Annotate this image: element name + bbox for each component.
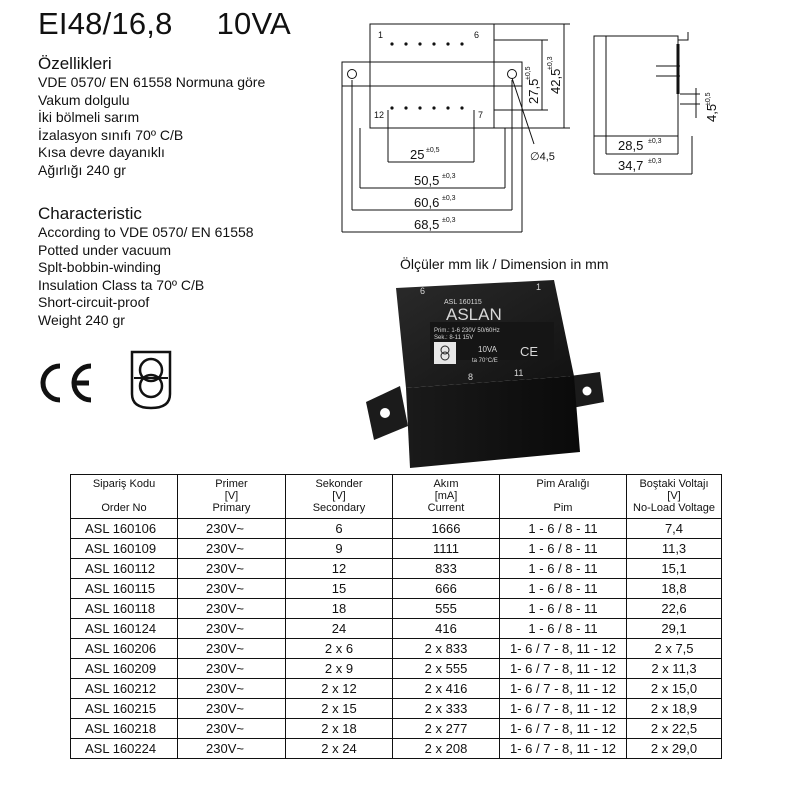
secondary-cell: 2 x 12 <box>286 679 393 699</box>
secondary-cell: 2 x 6 <box>286 639 393 659</box>
pin-cell: 1- 6 / 7 - 8, 11 - 12 <box>500 639 627 659</box>
order-no-cell: ASL 160215 <box>71 699 178 719</box>
table-row <box>71 539 722 559</box>
pin-label: 6 <box>474 30 480 40</box>
primary-cell: 230V~ <box>178 719 286 739</box>
table-row <box>71 639 722 659</box>
primary-cell: 230V~ <box>178 599 286 619</box>
model-label: ASL 160115 <box>444 299 482 306</box>
features-en <box>38 204 254 329</box>
dim-34-7: 34,7 <box>618 158 644 173</box>
mounting-flange-outline <box>342 62 522 86</box>
table-body <box>71 519 722 759</box>
current-cell: 1111 <box>393 539 500 559</box>
order-no-cell: ASL 160115 <box>71 579 178 599</box>
feature-en-item: Splt-bobbin-winding <box>38 259 161 275</box>
dimension-caption: Ölçüler mm lik / Dimension in mm <box>400 256 609 272</box>
feature-tr-item: İki bölmeli sarım <box>38 109 140 125</box>
secondary-cell: 2 x 24 <box>286 739 393 759</box>
table-row <box>71 739 722 759</box>
no-load-voltage-cell: 2 x 15,0 <box>627 679 722 699</box>
current-cell: 1666 <box>393 519 500 539</box>
column-header-line: [V] <box>667 490 681 502</box>
table-row <box>71 699 722 719</box>
prim-label: Prim.: 1-6 230V 50/60Hz <box>434 328 500 334</box>
pin-cell: 1 - 6 / 8 - 11 <box>500 599 627 619</box>
no-load-voltage-cell: 29,1 <box>627 619 722 639</box>
column-header-line: No-Load Voltage <box>633 502 715 514</box>
primary-cell: 230V~ <box>178 659 286 679</box>
no-load-voltage-cell: 2 x 7,5 <box>627 639 722 659</box>
dim-42-5-tol: ±0,3 <box>547 56 554 70</box>
current-cell: 666 <box>393 579 500 599</box>
current-cell: 416 <box>393 619 500 639</box>
table-header-row <box>71 475 722 519</box>
current-cell: 2 x 416 <box>393 679 500 699</box>
column-header <box>627 475 722 519</box>
features-tr <box>38 54 265 179</box>
column-header-line: [V] <box>332 490 346 502</box>
column-header-line: [V] <box>224 490 239 502</box>
ce-mark-icon <box>36 362 96 404</box>
current-cell: 833 <box>393 559 500 579</box>
secondary-cell: 6 <box>286 519 393 539</box>
column-header-line <box>500 490 626 502</box>
features-en-heading: Characteristic <box>38 204 142 223</box>
sek-label: Sek.: 8-11 15V <box>434 335 474 341</box>
primary-cell: 230V~ <box>178 559 286 579</box>
table-row <box>71 679 722 699</box>
dim-28-5: 28,5 <box>618 138 644 153</box>
no-load-voltage-cell: 7,4 <box>627 519 722 539</box>
pin-cell: 1- 6 / 7 - 8, 11 - 12 <box>500 699 627 719</box>
pin-cell: 1 - 6 / 8 - 11 <box>500 519 627 539</box>
order-no-cell: ASL 160212 <box>71 679 178 699</box>
feature-tr-item: Ağırlığı 240 gr <box>38 161 126 178</box>
table-row <box>71 519 722 539</box>
no-load-voltage-cell: 2 x 11,3 <box>627 659 722 679</box>
feature-en-item: Short-circuit-proof <box>38 294 150 310</box>
no-load-voltage-cell: 22,6 <box>627 599 722 619</box>
secondary-cell: 18 <box>286 599 393 619</box>
dim-60-6-tol: ±0,3 <box>442 195 456 202</box>
no-load-voltage-cell: 2 x 29,0 <box>627 739 722 759</box>
dim-27-5-tol: ±0,5 <box>525 66 532 80</box>
secondary-cell: 2 x 18 <box>286 719 393 739</box>
pin-label-tr: 1 <box>536 282 542 292</box>
secondary-cell: 2 x 9 <box>286 659 393 679</box>
no-load-voltage-cell: 2 x 22,5 <box>627 719 722 739</box>
safety-transformer-icon <box>128 348 174 412</box>
pin-cell: 1- 6 / 7 - 8, 11 - 12 <box>500 719 627 739</box>
order-no-cell: ASL 160209 <box>71 659 178 679</box>
primary-cell: 230V~ <box>178 519 286 539</box>
current-cell: 2 x 833 <box>393 639 500 659</box>
current-cell: 555 <box>393 599 500 619</box>
current-cell: 2 x 277 <box>393 719 500 739</box>
ce-label: CE <box>520 344 539 359</box>
column-header <box>286 475 393 519</box>
no-load-voltage-cell: 18,8 <box>627 579 722 599</box>
primary-cell: 230V~ <box>178 739 286 759</box>
table-row <box>71 619 722 639</box>
dim-hole: ∅4,5 <box>530 151 555 163</box>
side-view-outline <box>594 36 678 136</box>
column-header <box>71 475 178 519</box>
order-no-cell: ASL 160218 <box>71 719 178 739</box>
product-photo <box>360 276 610 472</box>
dim-50-5: 50,5 <box>414 173 440 188</box>
pin-label: 1 <box>378 30 384 40</box>
order-no-cell: ASL 160106 <box>71 519 178 539</box>
pin-cell: 1 - 6 / 8 - 11 <box>500 579 627 599</box>
feature-en-item: Insulation Class ta 70º C/B <box>38 276 205 293</box>
feature-tr-item: VDE 0570/ EN 61558 Normuna göre <box>38 74 266 90</box>
pin-label: 12 <box>374 110 385 120</box>
dim-25: 25 <box>410 147 425 162</box>
column-header-line: Sipariş Kodu <box>92 478 156 490</box>
order-no-cell: ASL 160224 <box>71 739 178 759</box>
secondary-cell: 9 <box>286 539 393 559</box>
table-row <box>71 579 722 599</box>
dimension-drawing <box>330 10 730 250</box>
current-cell: 2 x 333 <box>393 699 500 719</box>
spec-table <box>70 474 722 759</box>
order-no-cell: ASL 160124 <box>71 619 178 639</box>
table-row <box>71 659 722 679</box>
class-label: ta 70°C/E <box>472 358 498 364</box>
order-no-cell: ASL 160112 <box>71 559 178 579</box>
column-header <box>393 475 500 519</box>
column-header <box>178 475 286 519</box>
dim-28-5-tol: ±0,3 <box>648 138 662 145</box>
primary-cell: 230V~ <box>178 579 286 599</box>
secondary-cell: 24 <box>286 619 393 639</box>
feature-tr-item: Vakum dolgulu <box>38 91 130 108</box>
table-row <box>71 559 722 579</box>
order-no-cell: ASL 160206 <box>71 639 178 659</box>
dim-42-5: 42,5 <box>548 68 563 94</box>
column-header-line: Akım <box>433 478 459 490</box>
column-header <box>500 475 627 519</box>
primary-cell: 230V~ <box>178 619 286 639</box>
pin-cell: 1- 6 / 7 - 8, 11 - 12 <box>500 739 627 759</box>
page-title: EI48/16,8 10VA <box>38 6 291 41</box>
pin-label-tl: 6 <box>420 286 426 296</box>
current-cell: 2 x 208 <box>393 739 500 759</box>
column-header-line: Current <box>427 502 465 514</box>
pin-label: 7 <box>478 110 484 120</box>
column-header-line: Sekonder <box>315 478 363 490</box>
pin-cell: 1 - 6 / 8 - 11 <box>500 539 627 559</box>
power-label: 10VA <box>478 345 497 354</box>
pin-cell: 1- 6 / 7 - 8, 11 - 12 <box>500 679 627 699</box>
column-header-line: Boştaki Voltajı <box>639 478 709 490</box>
dim-27-5: 27,5 <box>526 78 541 104</box>
primary-cell: 230V~ <box>178 699 286 719</box>
no-load-voltage-cell: 15,1 <box>627 559 722 579</box>
dim-50-5-tol: ±0,3 <box>442 173 456 180</box>
secondary-cell: 15 <box>286 579 393 599</box>
column-header-line <box>71 490 177 502</box>
dim-25-tol: ±0,5 <box>426 147 440 154</box>
table-row <box>71 599 722 619</box>
column-header-line: [mA] <box>434 490 458 502</box>
no-load-voltage-cell: 2 x 18,9 <box>627 699 722 719</box>
dim-4-5: 4,5 <box>704 103 719 122</box>
table-row <box>71 719 722 739</box>
secondary-cell: 2 x 15 <box>286 699 393 719</box>
order-no-cell: ASL 160109 <box>71 539 178 559</box>
column-header-line: Secondary <box>312 502 366 514</box>
primary-cell: 230V~ <box>178 539 286 559</box>
pin-cell: 1 - 6 / 8 - 11 <box>500 619 627 639</box>
feature-en-item: Weight 240 gr <box>38 311 125 328</box>
brand-label: ASLAN <box>446 305 502 324</box>
feature-tr-item: Kısa devre dayanıklı <box>38 144 165 160</box>
pin-label-bl: 8 <box>468 372 474 382</box>
primary-cell: 230V~ <box>178 679 286 699</box>
feature-en-item: Potted under vacuum <box>38 241 172 258</box>
dim-68-5-tol: ±0,3 <box>442 217 456 224</box>
pin-cell: 1- 6 / 7 - 8, 11 - 12 <box>500 659 627 679</box>
dim-34-7-tol: ±0,3 <box>648 158 662 165</box>
dim-4-5-tol: ±0,5 <box>705 92 712 106</box>
column-header-line: Primary <box>212 502 251 514</box>
pin-cell: 1 - 6 / 8 - 11 <box>500 559 627 579</box>
column-header-line: Pim <box>553 502 573 514</box>
column-header-line: Pim Aralığı <box>536 478 590 490</box>
column-header-line: Order No <box>101 502 147 514</box>
dim-60-6: 60,6 <box>414 195 440 210</box>
column-header-line: Primer <box>215 478 248 490</box>
primary-cell: 230V~ <box>178 639 286 659</box>
dim-68-5: 68,5 <box>414 217 440 232</box>
order-no-cell: ASL 160118 <box>71 599 178 619</box>
secondary-cell: 12 <box>286 559 393 579</box>
current-cell: 2 x 555 <box>393 659 500 679</box>
feature-tr-item: İzalasyon sınıfı 70º C/B <box>38 126 184 143</box>
feature-en-item: According to VDE 0570/ EN 61558 <box>38 224 254 240</box>
pin-label-br: 11 <box>514 368 524 378</box>
no-load-voltage-cell: 11,3 <box>627 539 722 559</box>
features-tr-heading: Özellikleri <box>38 54 112 73</box>
